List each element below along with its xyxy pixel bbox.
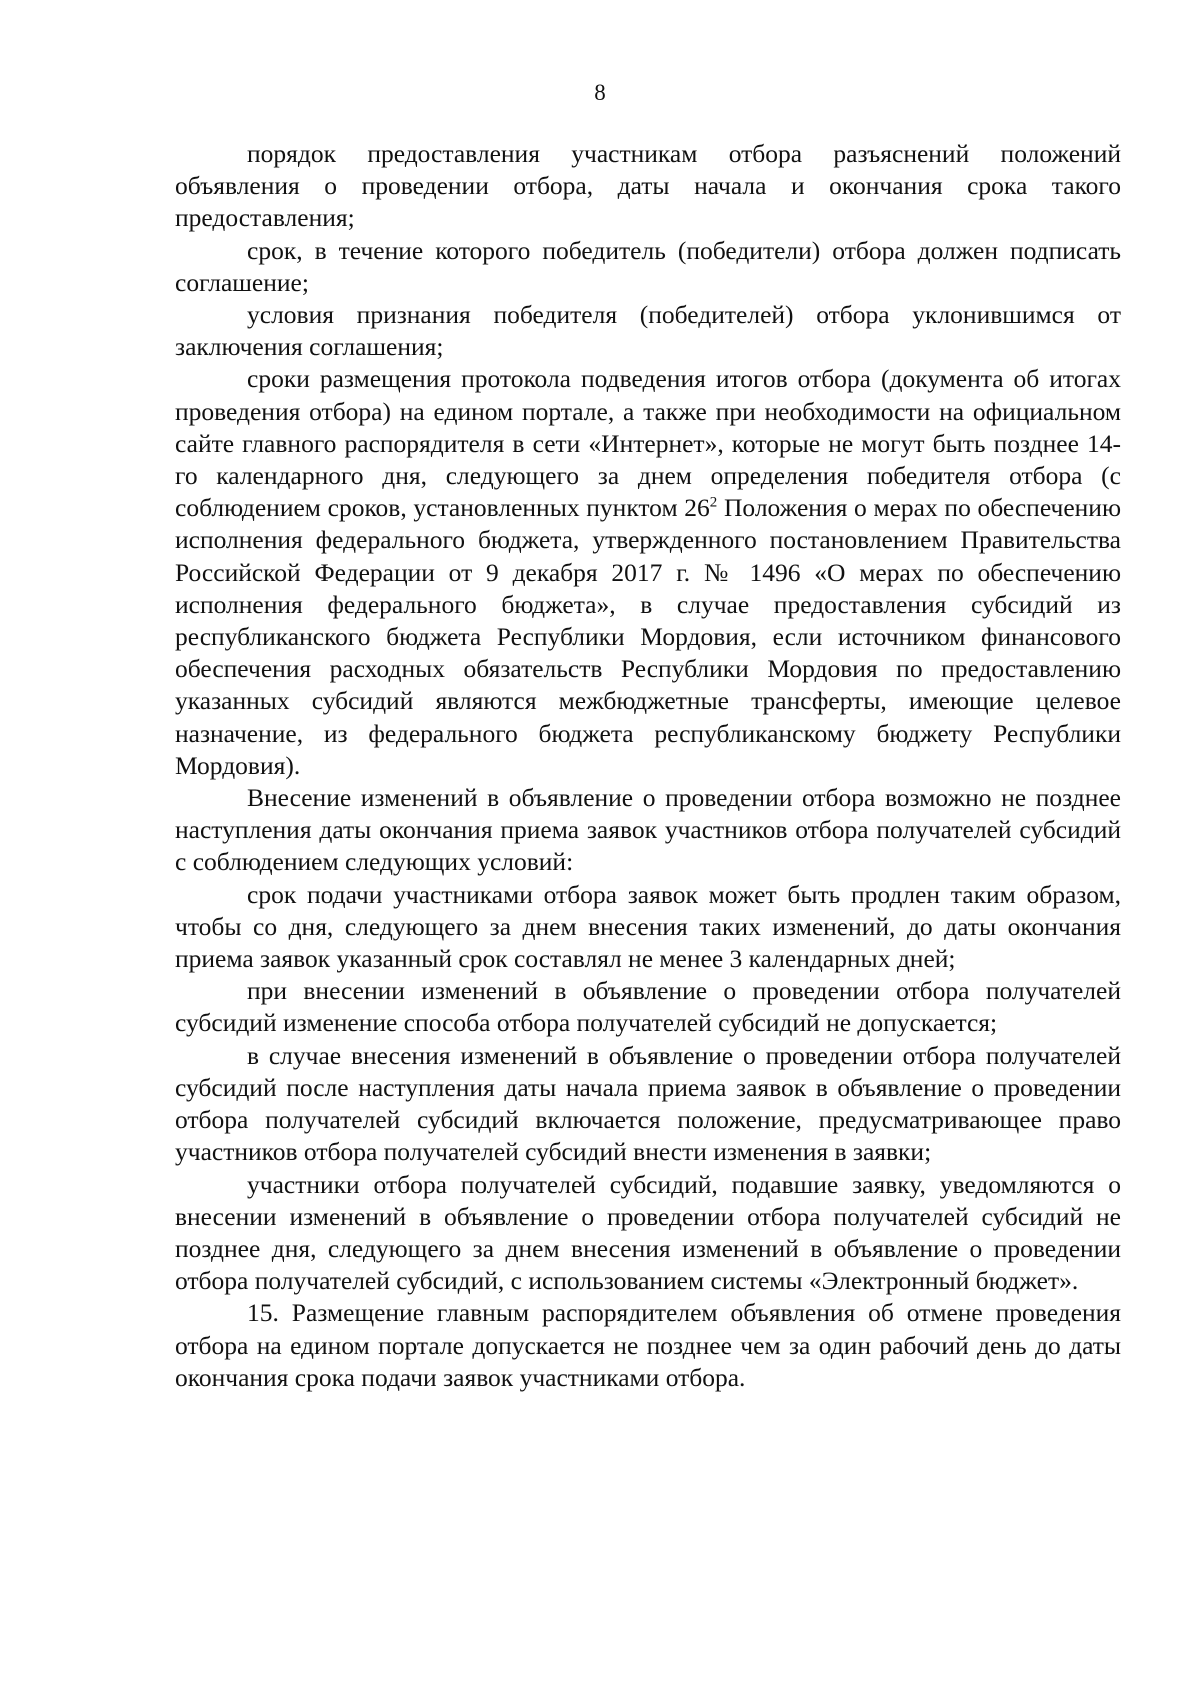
paragraph-agreement-deadline: срок, в течение которого победитель (победители) отбора должен подписать соглашение; <box>175 235 1121 297</box>
paragraph-submission-extension: срок подачи участниками отбора заявок может быть продлен таким образом, чтобы со дня, следующего за днем внесения таких изменений, до даты окончания приема заявок указанный срок составлял не менее 3 календарных дней; <box>175 879 1121 974</box>
paragraph-protocol-publication-terms <box>175 363 1121 782</box>
paragraph-participants-notification: участники отбора получателей субсидий, подавшие заявку, уведомляются о внесении изменений в объявление о проведении отбора получателей субсидий не позднее дня, следующего за днем внесения изменений в объявление о проведении отбора получателей субсидий, с использованием системы «Электронный бюджет». <box>175 1169 1121 1296</box>
paragraph-protocol-text-start: сроки размещения протокола подведения итогов отбора (документа об итогах проведения отбора) на едином портале, а также при необходимости на официальном сайте главного распорядителя в сети «Интернет», которые не могут быть позднее 14-го календарного дня, следующего за днем определения победителя отбора (с соблюдением сроков, установленных пунктом 26 <box>175 364 1121 523</box>
paragraph-amendments-conditions: Внесение изменений в объявление о проведении отбора возможно не позднее наступления даты окончания приема заявок участников отбора получателей субсидий с соблюдением следующих условий: <box>175 783 1121 877</box>
superscript-index: 2 <box>709 494 718 511</box>
paragraph-application-changes-right: в случае внесения изменений в объявление о проведении отбора получателей субсидий после наступления даты начала приема заявок в объявление о проведении отбора получателей субсидий включается положение, предусматривающее право участников отбора получателей субсидий внести изменения в заявки; <box>175 1040 1121 1167</box>
paragraph-method-change-prohibited: при внесении изменений в объявление о проведении отбора получателей субсидий изменение способа отбора получателей субсидий не допускается; <box>175 976 1121 1038</box>
document-body <box>175 138 1121 1394</box>
paragraph-winner-evasion-conditions: условия признания победителя (победителей) отбора уклонившимся от заключения соглашения; <box>175 300 1121 362</box>
page-number: 8 <box>594 80 606 105</box>
paragraph-protocol-text-end: Положения о мерах по обеспечению исполнения федерального бюджета, утвержденного постановлением Правительства Российской Федерации от 9 декабря 2017 г. № 1496 «О мерах по обеспечению исполнения федерального бюджета», в случае предоставления субсидий из республиканского бюджета Республики Мордовия, если источником финансового обеспечения расходных обязательств Республики Мордовия по предоставлению указанных субсидий являются межбюджетные трансферты, имеющие целевое назначение, из федерального бюджета республиканскому бюджету Республики Мордовия). <box>175 493 1121 780</box>
paragraph-clarification-procedure: порядок предоставления участникам отбора разъяснений положений объявления о проведении отбора, даты начала и окончания срока такого предоставления; <box>175 139 1121 233</box>
paragraph-cancellation-notice: 15. Размещение главным распорядителем объявления об отмене проведения отбора на едином портале допускается не позднее чем за один рабочий день до даты окончания срока подачи заявок участниками отбора. <box>175 1298 1121 1392</box>
